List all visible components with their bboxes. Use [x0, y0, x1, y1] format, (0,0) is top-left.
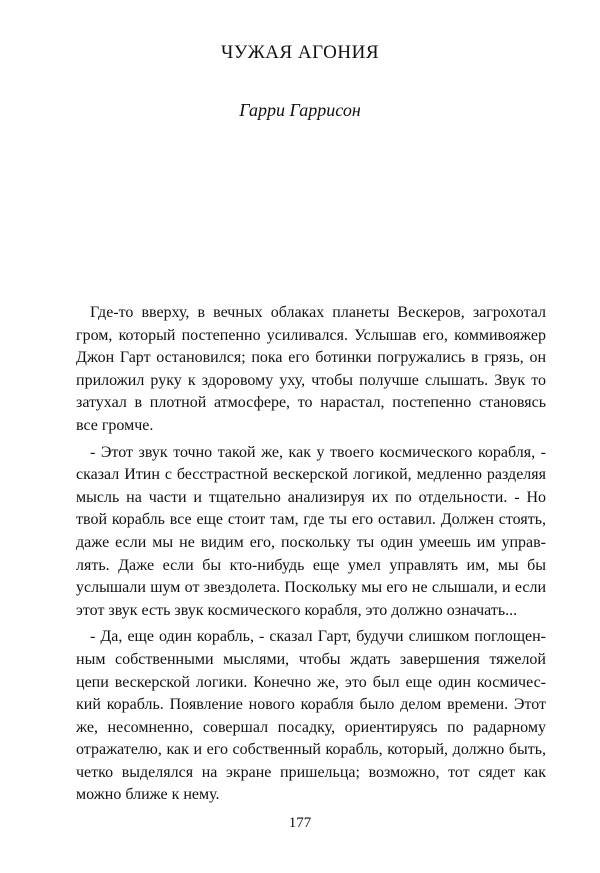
text-line: - Этот звук точно такой же, как у твоего космического корабля, -: [90, 443, 546, 461]
text-line: отражателю, как и его собственный корабль, который, должно быть,: [76, 741, 546, 759]
paragraph-3: [76, 626, 546, 807]
text-line: услышали шум от звездолета. Поскольку мы его не слышали, и если: [76, 579, 546, 597]
page-number: 177: [288, 815, 312, 831]
text-line: гром, который постепенно усиливался. Услышав его, коммивояжер: [76, 326, 546, 344]
text-line: же, несомненно, совершал посадку, ориентируясь по радарному: [76, 718, 546, 736]
text-line: можно ближе к нему.: [76, 786, 220, 804]
text-line: этот звук есть звук космического корабля, это должно означать...: [76, 601, 518, 619]
body-text: [76, 302, 546, 811]
page-title: ЧУЖАЯ АГОНИЯ: [220, 42, 380, 63]
text-line: твой корабль все еще стоит там, где ты его оставил. Должен стоять,: [76, 511, 546, 529]
text-line: приложил руку к здоровому уху, чтобы получше слышать. Звук то: [76, 371, 546, 389]
text-line: все громче.: [76, 416, 154, 434]
author-name: Гарри Гаррисон: [239, 100, 361, 120]
paragraph-1: [76, 302, 546, 438]
text-line: - Да, еще один корабль, - сказал Гарт, будучи слишком поглощен-: [90, 628, 546, 646]
text-line: ным собственными мыслями, чтобы ждать завершения тяжелой: [76, 650, 546, 668]
text-line: цепи вескерской логики. Конечно же, это был еще один космичес-: [76, 673, 546, 691]
paragraph-2: [76, 442, 546, 623]
text-line: даже если мы не видим его, поскольку ты один умеешь им управ-: [76, 533, 546, 551]
text-line: Джон Гарт остановился; пока его ботинки погружались в грязь, он: [76, 349, 546, 367]
text-line: затухал в плотной атмосфере, то нарастал, постепенно становясь: [76, 394, 546, 412]
text-line: четко выделялся на экране пришельца; возможно, тот сядет как: [76, 763, 546, 781]
text-line: Где-то вверху, в вечных облаках планеты Вескеров, загрохотал: [90, 304, 546, 321]
text-line: кий корабль. Появление нового корабля было делом времени. Этот: [76, 696, 546, 714]
text-line: мысль на части и тщательно анализируя их по отдельности. - Но: [76, 488, 546, 506]
text-line: сказал Итин с бесстрастной вескерской логикой, медленно разделяя: [76, 466, 546, 484]
text-line: лять. Даже если бы кто-нибудь еще умел управлять им, мы бы: [76, 556, 546, 574]
